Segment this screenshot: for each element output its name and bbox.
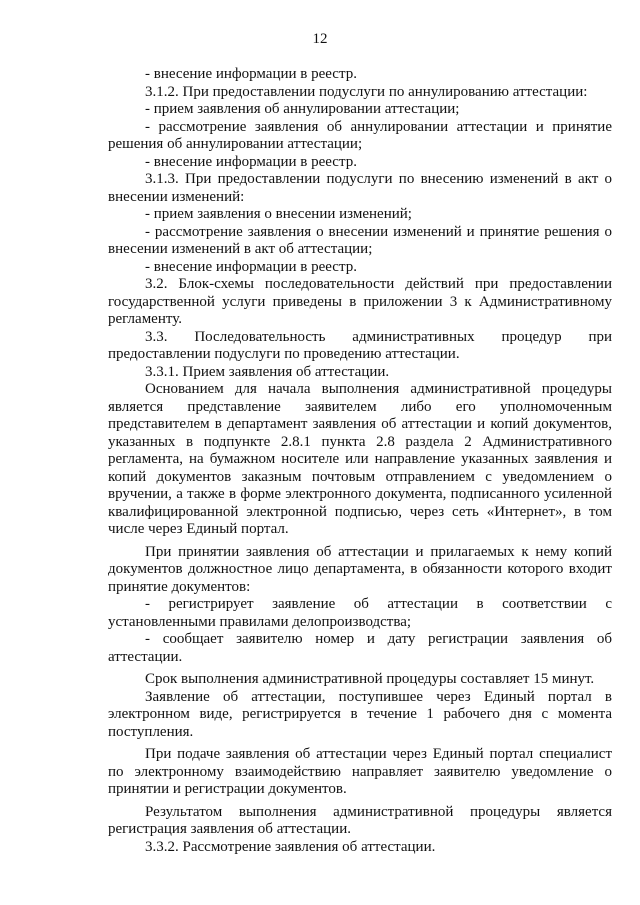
paragraph: - внесение информации в реестр.: [145, 66, 357, 82]
paragraph: 3.3.2. Рассмотрение заявления об аттестации.: [145, 838, 436, 855]
page-number: 12: [312, 31, 328, 47]
paragraph: Заявление об аттестации, поступившее через Единый портал в электронном виде, регистрируется в течение 1 рабочего дня с момента поступления.: [108, 688, 612, 740]
paragraph: При подаче заявления об аттестации через Единый портал специалист по электронному взаимодействию направляет заявителю уведомление о принятии и регистрации документов.: [108, 746, 612, 797]
paragraph: 3.1.3. При предоставлении подуслуги по внесению изменений в акт о внесении изменений:: [108, 171, 612, 205]
paragraph: - внесение информации в реестр.: [145, 258, 357, 275]
paragraph: 3.2. Блок-схемы последовательности действий при предоставлении государственной услуги приведены в приложении 3 к Административному регламенту.: [108, 276, 612, 327]
paragraph: Основанием для начала выполнения административной процедуры является представление заявителем либо его уполномоченным представителем в департамент заявления об аттестации и копий документов, указанных в подпункте 2.8.1 пункта 2.8 раздела 2 Административного регламента, на бумажном носителе или направление указанных заявления и копий документов заказным почтовым отправлением с уведомлением о вручении, а также в форме электронного документа, подписанного усиленной квалифицированной электронной подписью, через сеть «Интернет», в том числе через Единый портал.: [108, 381, 612, 537]
paragraph: 3.1.2. При предоставлении подуслуги по аннулированию аттестации:: [145, 83, 588, 100]
document-body: [108, 66, 612, 856]
paragraph: - сообщает заявителю номер и дату регистрации заявления об аттестации.: [108, 631, 612, 665]
paragraph: - прием заявления о внесении изменений;: [145, 206, 412, 222]
paragraph: 3.3.1. Прием заявления об аттестации.: [145, 363, 390, 380]
paragraph: - прием заявления об аннулировании аттестации;: [145, 101, 460, 117]
paragraph: Результатом выполнения административной процедуры является регистрация заявления об аттестации.: [108, 803, 612, 837]
paragraph: 3.3. Последовательность административных процедур при предоставлении подуслуги по проведению аттестации.: [108, 328, 612, 362]
paragraph: - рассмотрение заявления о внесении изменений и принятие решения о внесении изменений в акт об аттестации;: [108, 223, 612, 257]
paragraph: - регистрирует заявление об аттестации в соответствии с установленными правилами делопроизводства;: [108, 596, 612, 630]
paragraph: - рассмотрение заявления об аннулировании аттестации и принятие решения об аннулировании аттестации;: [108, 118, 612, 152]
paragraph: При принятии заявления об аттестации и прилагаемых к нему копий документов должностное лицо департамента, в обязанности которого входит принятие документов:: [108, 543, 612, 595]
paragraph: Срок выполнения административной процедуры составляет 15 минут.: [145, 671, 595, 687]
paragraph: - внесение информации в реестр.: [145, 153, 357, 170]
